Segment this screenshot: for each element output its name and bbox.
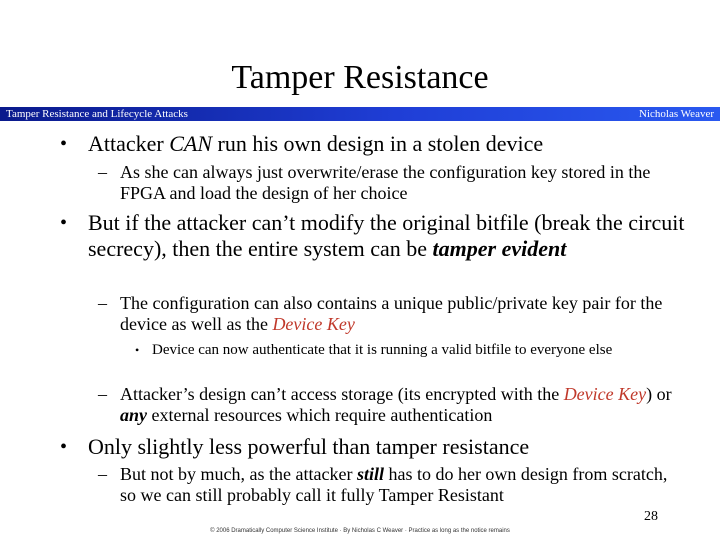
emphasis-text: tamper evident bbox=[432, 236, 567, 261]
emphasis-text: still bbox=[356, 464, 384, 484]
sub-bullet-text: Attacker’s design can’t access storage (its encrypted with the bbox=[120, 384, 564, 404]
sub-sub-bullet-marker: • bbox=[135, 343, 140, 357]
bullet-text: Only slightly less powerful than tamper resistance bbox=[88, 434, 530, 459]
bullet-2-sub-2 bbox=[98, 384, 680, 426]
slide-title: Tamper Resistance bbox=[231, 59, 489, 96]
bullet-2 bbox=[60, 210, 688, 262]
bullet-1-sub-1 bbox=[98, 162, 680, 204]
bullet-text: But if the attacker can’t modify the original bitfile (break the circuit secrecy), then the entire system can be bbox=[88, 210, 685, 261]
sub-bullet-marker: – bbox=[98, 162, 107, 182]
header-left-text: Tamper Resistance and Lifecycle Attacks bbox=[6, 108, 188, 120]
sub-bullet-text: external resources which require authentication bbox=[147, 405, 493, 425]
device-key-highlight: Device Key bbox=[272, 314, 355, 334]
bullet-3-sub-1 bbox=[98, 464, 680, 506]
bullet-3 bbox=[60, 434, 688, 460]
sub-bullet-text: ) or bbox=[646, 384, 672, 404]
bullet-text: run his own design in a stolen device bbox=[212, 131, 544, 156]
sub-bullet-text: But not by much, as the attacker bbox=[120, 464, 357, 484]
page-number: 28 bbox=[644, 509, 658, 524]
sub-bullet-marker: – bbox=[98, 384, 107, 404]
sub-bullet-marker: – bbox=[98, 464, 107, 484]
bullet-1 bbox=[60, 131, 688, 157]
bullet-text: Attacker bbox=[88, 131, 170, 156]
bullet-2-sub-1-sub bbox=[135, 341, 672, 359]
bullet-marker: • bbox=[60, 212, 68, 234]
header-author: Nicholas Weaver bbox=[639, 108, 714, 120]
emphasis-text: any bbox=[120, 405, 147, 425]
bullet-marker: • bbox=[60, 436, 68, 458]
sub-bullet-text: The configuration can also contains a unique public/private key pair for the device as well as the bbox=[120, 293, 663, 334]
sub-bullet-marker: – bbox=[98, 293, 107, 313]
bullet-2-sub-1 bbox=[98, 293, 680, 335]
copyright-footer: © 2006 Dramatically Computer Science Institute · By Nicholas C Weaver · Practice as long as the notice remains bbox=[210, 528, 510, 534]
device-key-highlight: Device Key bbox=[563, 384, 647, 404]
emphasis-text: CAN bbox=[169, 131, 213, 156]
header-bar bbox=[0, 107, 720, 121]
sub-bullet-text: As she can always just overwrite/erase the configuration key stored in the FPGA and load the design of her choice bbox=[120, 162, 651, 203]
sub-sub-bullet-text: Device can now authenticate that it is running a valid bitfile to everyone else bbox=[152, 342, 613, 358]
bullet-marker: • bbox=[60, 133, 68, 155]
sub-bullet-text: has to do her own design from scratch, so we can still probably call it fully Tamper Resistant bbox=[120, 464, 668, 505]
